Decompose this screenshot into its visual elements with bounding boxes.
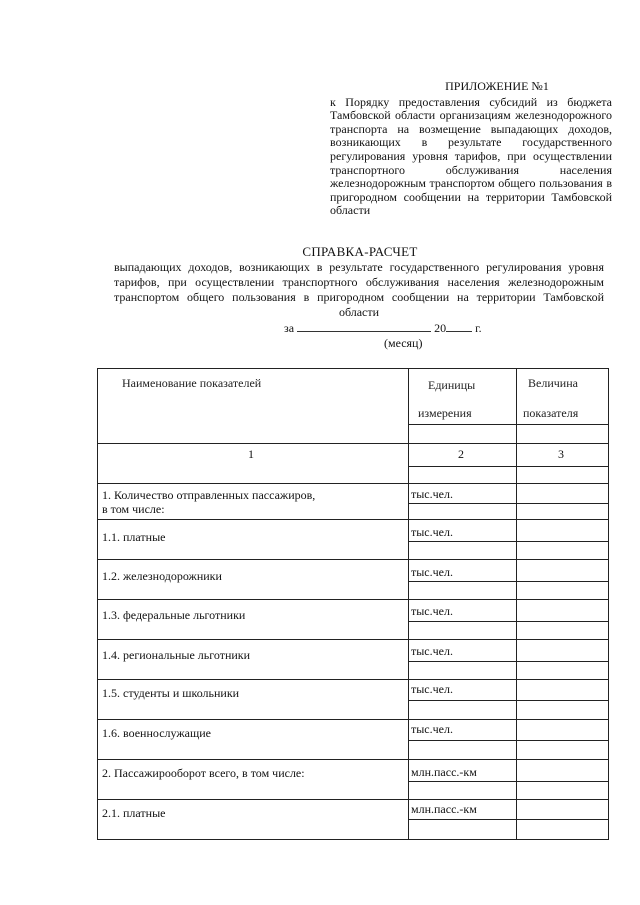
appendix-title: ПРИЛОЖЕНИЕ №1	[445, 79, 549, 93]
row-line	[408, 819, 608, 820]
column-number-2: 2	[458, 447, 464, 461]
column-number-3: 3	[558, 447, 564, 461]
row-line	[98, 559, 608, 560]
indicators-table	[97, 368, 609, 840]
row-name-1: 1. Количество отправленных пассажиров,	[102, 488, 316, 502]
row-unit-1: тыс.чел.	[411, 487, 453, 501]
header-units-line2: измерения	[418, 406, 472, 420]
row-line	[408, 581, 608, 582]
period-month-blank[interactable]	[297, 320, 431, 332]
row-unit-6: тыс.чел.	[411, 682, 453, 696]
row-unit-3: тыс.чел.	[411, 565, 453, 579]
column-divider	[408, 369, 409, 839]
row-unit-4: тыс.чел.	[411, 604, 453, 618]
row-line	[98, 519, 608, 520]
header-name: Наименование показателей	[122, 376, 262, 390]
header-value-line2: показателя	[523, 406, 579, 420]
appendix-text: к Порядку предоставления субсидий из бюджета Тамбовской области организациям железнодорожного транспорта на возмещение выпадающих доходов, возникающих в результате государственного регулирования уровня тарифов, при осуществлении транспортного обслуживания населения железнодорожным транспортом общего пользования в пригородном сообщении на территории Тамбовской области	[330, 94, 612, 218]
row-unit-9: млн.пасс.-км	[411, 802, 477, 816]
row-line	[98, 599, 608, 600]
row-line	[408, 541, 608, 542]
row-line	[408, 503, 608, 504]
column-number-1: 1	[248, 447, 254, 461]
row-line	[98, 759, 608, 760]
header-units-line1: Единицы	[428, 378, 476, 392]
row-name-5: 1.4. региональные льготники	[102, 648, 251, 662]
period-year-blank[interactable]	[446, 320, 472, 332]
row-name-2: 1.1. платные	[102, 530, 166, 544]
row-line	[408, 781, 608, 782]
document-description: выпадающих доходов, возникающих в результате государственного регулирования уровня тарифов, при осуществлении транспортного обслуживания населения железнодорожным транспортом общего пользования в пригородном сообщении на территории Тамбовской области	[114, 260, 604, 319]
period-hint: (месяц)	[384, 336, 423, 350]
document-title: СПРАВКА-РАСЧЕТ	[302, 244, 418, 259]
row-name-3: 1.2. железнодорожники	[102, 569, 222, 583]
header-inner-line	[408, 424, 608, 425]
appendix-block	[330, 80, 612, 218]
row-line	[98, 483, 608, 484]
row-unit-5: тыс.чел.	[411, 644, 453, 658]
row-line	[98, 719, 608, 720]
row-unit-7: тыс.чел.	[411, 722, 453, 736]
row-name-1-cont: в том числе:	[102, 502, 165, 516]
document-header	[100, 244, 620, 320]
row-name-8: 2. Пассажирооборот всего, в том числе:	[102, 766, 305, 780]
row-name-7: 1.6. военнослужащие	[102, 726, 211, 740]
row-line	[408, 700, 608, 701]
column-divider	[516, 369, 517, 839]
period-suffix: г.	[475, 321, 482, 335]
row-unit-2: тыс.чел.	[411, 525, 453, 539]
row-line	[408, 466, 608, 467]
row-name-9: 2.1. платные	[102, 806, 166, 820]
row-line	[98, 639, 608, 640]
header-bottom-line	[98, 443, 608, 444]
row-line	[408, 621, 608, 622]
row-line	[98, 679, 608, 680]
row-unit-8: млн.пасс.-км	[411, 765, 477, 779]
row-line	[408, 740, 608, 741]
row-line	[408, 661, 608, 662]
period-line	[284, 320, 482, 336]
period-year: 20	[434, 321, 447, 335]
row-line	[98, 799, 608, 800]
header-value-line1: Величина	[528, 376, 578, 390]
period-prefix: за	[284, 321, 295, 335]
row-name-4: 1.3. федеральные льготники	[102, 608, 246, 622]
row-name-6: 1.5. студенты и школьники	[102, 686, 240, 700]
